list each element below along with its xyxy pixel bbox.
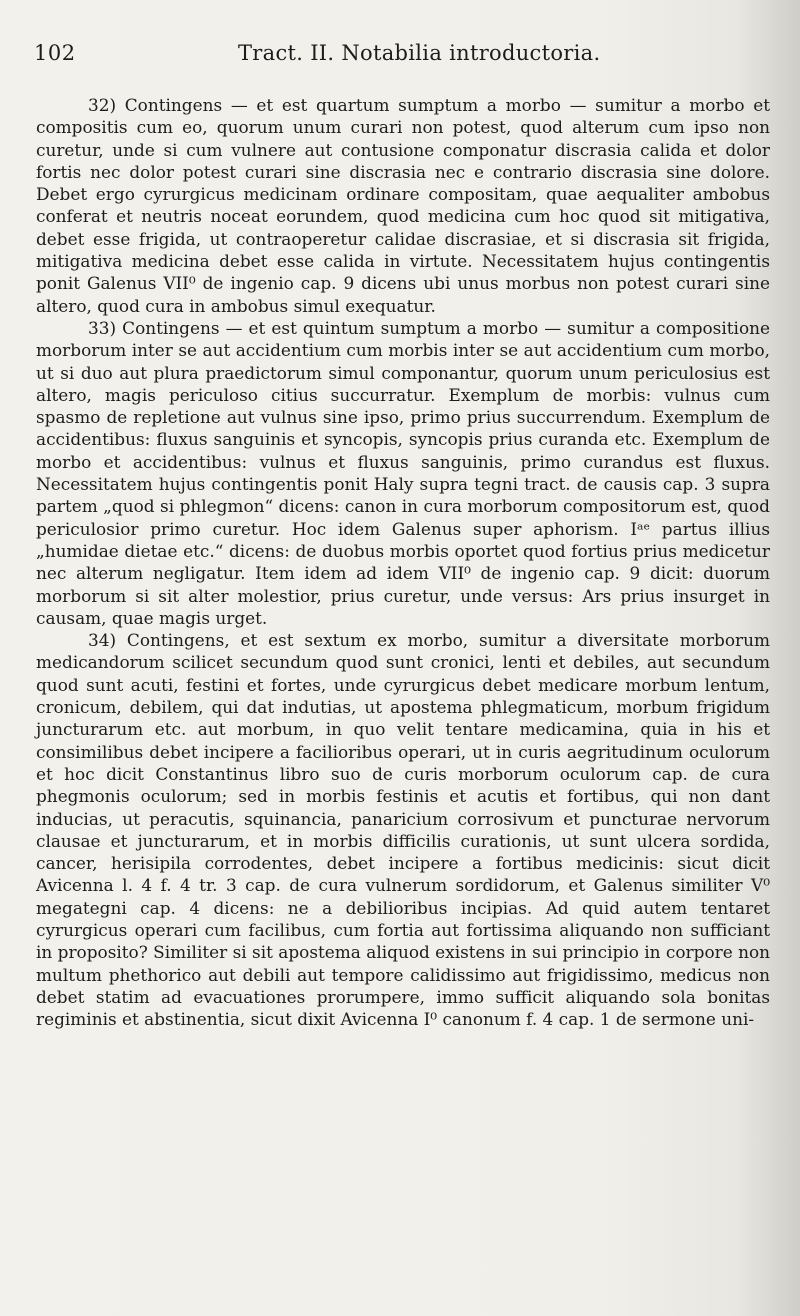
paragraph-32: 32) Contingens — et est quartum sumptum a morbo — sumitur a morbo et compositis cum eo, quorum unum curari non potest, quod alterum cum ipso non curetur, unde si cum vulnere aut contusione componatur discrasia calida et dolor fortis nec dolor potest curari sine discrasia nec e contrario discrasia sine dolore. Debet ergo cyrurgicus medicinam ordinare compositam, quae aequaliter ambobus conferat et neutris noceat eorundem, quod medicina cum hoc quod sit mitigativa, debet esse frigida, ut contraoperetur calidae discrasiae, et si discrasia sit frigida, mitigativa medicina debet esse calida in virtute. Necessitatem hujus contingentis ponit Galenus VII⁰ de ingenio cap. 9 dicens ubi unus morbus non potest curari sine altero, quod cura in ambobus simul exequatur. [36,95,770,316]
paragraph-34: 34) Contingens, et est sextum ex morbo, sumitur a diversitate morborum medicandorum scilicet secundum quod sunt cronici, lenti et debiles, aut secundum quod sunt acuti, festini et fortes, unde cyrurgicus debet medicare morbum lentum, cronicum, debilem, qui dat indutias, ut apostema phlegmaticum, morbum frigidum juncturarum etc. aut morbum, in quo velit tentare medicamina, quia in his et consimilibus debet incipere a facilioribus operari, ut in curis aegritudinum oculorum et hoc dicit Constantinus libro suo de curis morborum oculorum cap. de cura phegmonis oculorum; sed in morbis festinis et acutis et fortibus, qui non dant inducias, ut peracutis, squinancia, panaricium corrosivum et puncturae nervorum clausae et juncturarum, et in morbis difficilis curationis, ut sunt ulcera sordida, cancer, herisipila corrodentes, debet incipere a fortibus medicinis: sicut dicit Avicenna l. 4 f. 4 tr. 3 cap. de cura vulnerum sordidorum, et Galenus similiter V⁰ megategni cap. 4 dicens: ne a debilioribus incipias. Ad quid autem tentaret cyrurgicus operari cum facilibus, cum fortia aut fortissima aliquando non sufficiant in proposito? Similiter si sit apostema aliquod existens in sui principio in corpore non multum phethorico aut debili aut tempore calidissimo aut frigidissimo, medicus non debet statim ad evacuationes prorumpere, immo sufficit aliquando sola bonitas regiminis et abstinentia, sicut dixit Avicenna I⁰ canonum f. 4 cap. 1 de sermone uni- [36,630,770,1030]
page-header [34,38,760,68]
page-number: 102 [34,41,76,65]
page-body [36,94,770,1030]
paragraph-33: 33) Contingens — et est quintum sumptum a morbo — sumitur a compositione morborum inter se aut accidentium cum morbis inter se aut accidentium cum morbo, ut si duo aut plura praedictorum simul componantur, quorum unum periculosius est altero, magis periculoso citius succurratur. Exemplum de morbis: vulnus cum spasmo de repletione aut vulnus sine ipso, primo prius succurrendum. Exemplum de accidentibus: fluxus sanguinis et syncopis, syncopis prius curanda etc. Exemplum de morbo et accidentibus: vulnus et fluxus sanguinis, primo curandus est fluxus. Necessitatem hujus contingentis ponit Haly supra tegni tract. de causis cap. 3 supra partem „quod si phlegmon“ dicens: canon in cura morborum compositorum est, quod periculosior primo curetur. Hoc idem Galenus super aphorism. Iᵃᵉ partus illius „humidae dietae etc.“ dicens: de duobus morbis oportet quod fortius prius medicetur nec alterum negligatur. Item idem ad idem VII⁰ de ingenio cap. 9 dicit: duorum morborum si sit alter molestior, prius curetur, unde versus: Ars prius insurget in causam, quae magis urget. [36,317,770,628]
running-title: Tract. II. Notabilia introductoria. [238,41,601,65]
